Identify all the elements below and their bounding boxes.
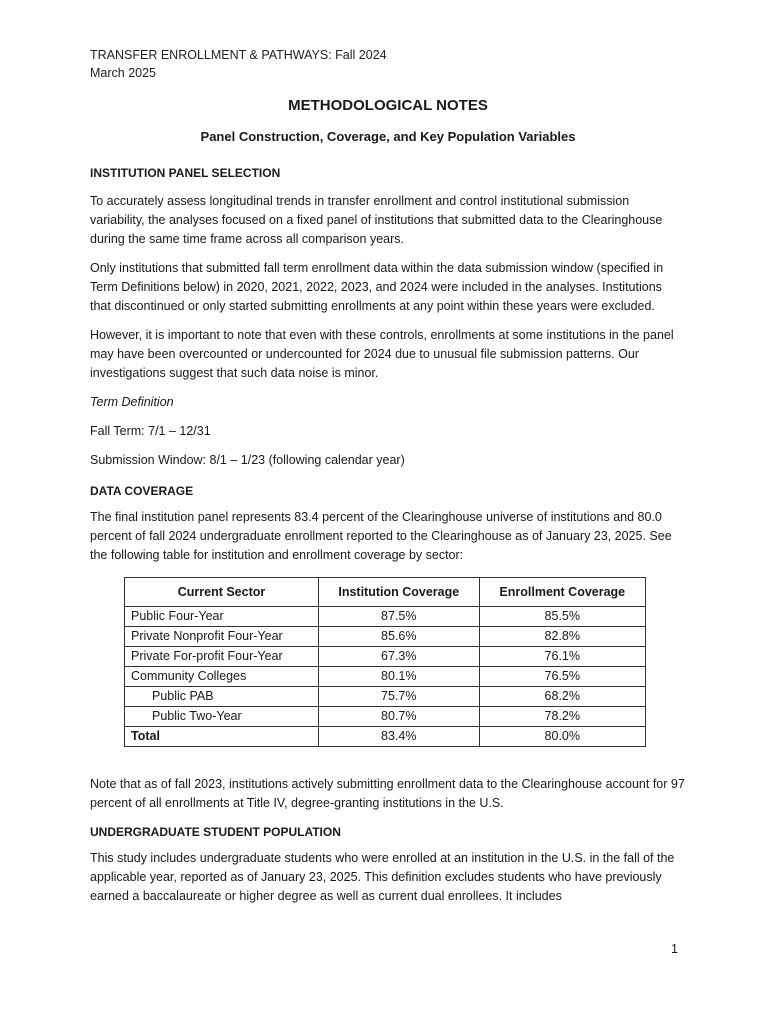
- sector-cell: Private Nonprofit Four-Year: [125, 627, 319, 647]
- page-subtitle: Panel Construction, Coverage, and Key Population Variables: [200, 129, 576, 144]
- paragraph-panel-2: Only institutions that submitted fall term enrollment data within the data submission window (specified in Term Definitions below) in 2020, 2021, 2022, 2023, and 2024 were included in the analyses. Institutions that discontinued or only started submitting enrollments at any point within these years were excluded.: [90, 261, 664, 313]
- sector-cell: Community Colleges: [125, 667, 319, 687]
- institution-coverage-cell: 80.7%: [319, 707, 480, 727]
- table-header-institution: Institution Coverage: [319, 578, 480, 607]
- sector-cell: Private For-profit Four-Year: [125, 647, 319, 667]
- submission-window-definition: Submission Window: 8/1 – 1/23 (following calendar year): [90, 453, 405, 467]
- enrollment-coverage-cell: 85.5%: [479, 607, 645, 627]
- page-title: METHODOLOGICAL NOTES: [288, 97, 488, 114]
- enrollment-coverage-cell: 68.2%: [479, 687, 645, 707]
- table-row: [125, 687, 646, 707]
- section-heading-coverage: DATA COVERAGE: [90, 484, 194, 498]
- table-row: [125, 667, 646, 687]
- enrollment-coverage-cell: 80.0%: [479, 727, 645, 747]
- enrollment-coverage-cell: 82.8%: [479, 627, 645, 647]
- report-title-header: TRANSFER ENROLLMENT & PATHWAYS: Fall 2024: [90, 48, 387, 62]
- paragraph-panel-3: However, it is important to note that even with these controls, enrollments at some institutions in the panel may have been overcounted or undercounted for 2024 due to unusual file submission patterns. Our investigations suggest that such data noise is minor.: [90, 328, 674, 380]
- sector-cell: Public PAB: [125, 687, 319, 707]
- paragraph-coverage-1: The final institution panel represents 83.4 percent of the Clearinghouse universe of institutions and 80.0 percent of fall 2024 undergraduate enrollment reported to the Clearinghouse as of January 23, 2025. See the following table for institution and enrollment coverage by sector:: [90, 510, 672, 562]
- coverage-table-wrapper: [124, 577, 686, 747]
- table-row: [125, 607, 646, 627]
- report-date: March 2025: [90, 66, 157, 80]
- section-heading-population: UNDERGRADUATE STUDENT POPULATION: [90, 825, 341, 839]
- institution-coverage-cell: 67.3%: [319, 647, 480, 667]
- table-row: [125, 647, 646, 667]
- institution-coverage-cell: 83.4%: [319, 727, 480, 747]
- section-heading-panel: INSTITUTION PANEL SELECTION: [90, 166, 281, 180]
- table-header-enrollment: Enrollment Coverage: [479, 578, 645, 607]
- institution-coverage-cell: 75.7%: [319, 687, 480, 707]
- institution-coverage-cell: 80.1%: [319, 667, 480, 687]
- paragraph-population-1: This study includes undergraduate students who were enrolled at an institution in the U.S. in the fall of the applicable year, reported as of January 23, 2025. This definition excludes students who have previously earned a baccalaureate or higher degree as well as current dual enrollees. It includes: [90, 851, 675, 903]
- sector-cell: Public Two-Year: [125, 707, 319, 727]
- page-number: 1: [671, 942, 678, 956]
- paragraph-coverage-2: Note that as of fall 2023, institutions actively submitting enrollment data to the Clearinghouse account for 97 percent of all enrollments at Title IV, degree-granting institutions in the U.S.: [90, 777, 685, 810]
- enrollment-coverage-cell: 78.2%: [479, 707, 645, 727]
- paragraph-panel-1: To accurately assess longitudinal trends in transfer enrollment and control institutional submission variability, the analyses focused on a fixed panel of institutions that submitted data to the Clearinghouse during the same time frame across all comparison years.: [90, 194, 663, 246]
- institution-coverage-cell: 85.6%: [319, 627, 480, 647]
- table-row: [125, 627, 646, 647]
- sector-cell: Total: [125, 727, 319, 747]
- document-page: [90, 46, 686, 906]
- coverage-table: [124, 577, 646, 747]
- enrollment-coverage-cell: 76.1%: [479, 647, 645, 667]
- table-header-sector: Current Sector: [125, 578, 319, 607]
- sector-cell: Public Four-Year: [125, 607, 319, 627]
- table-row: [125, 707, 646, 727]
- table-header-row: [125, 578, 646, 607]
- enrollment-coverage-cell: 76.5%: [479, 667, 645, 687]
- institution-coverage-cell: 87.5%: [319, 607, 480, 627]
- table-total-row: [125, 727, 646, 747]
- fall-term-definition: Fall Term: 7/1 – 12/31: [90, 424, 211, 438]
- term-definition-label: Term Definition: [90, 395, 174, 409]
